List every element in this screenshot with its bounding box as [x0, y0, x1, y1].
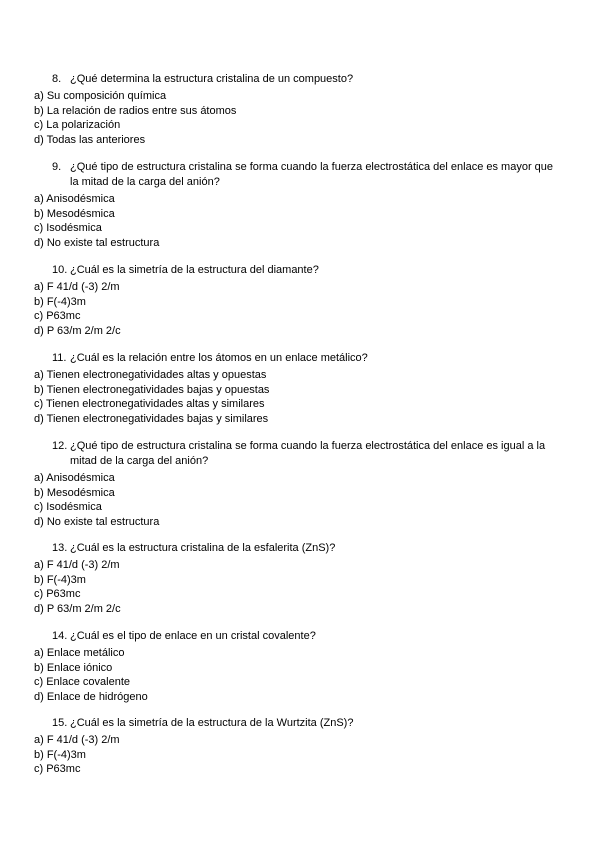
question-number: 15.	[52, 717, 68, 729]
option-d: d) No existe tal estructura	[34, 516, 160, 529]
question-number: 9.	[52, 161, 62, 173]
option-d: d) Todas las anteriores	[34, 134, 146, 147]
question-14	[34, 629, 554, 705]
question-13	[34, 541, 554, 617]
question-stem	[34, 629, 554, 644]
question-stem	[34, 263, 554, 278]
option-d: d) No existe tal estructura	[34, 237, 160, 250]
option-c: c) Enlace covalente	[34, 676, 130, 689]
option-d: d) Enlace de hidrógeno	[34, 691, 148, 704]
question-12	[34, 439, 554, 530]
option-list	[34, 471, 554, 530]
option-c: c) P63mc	[34, 588, 81, 601]
option-list	[34, 89, 554, 148]
option-list	[34, 733, 554, 777]
option-b: b) Mesodésmica	[34, 207, 115, 220]
option-a: a) Anisodésmica	[34, 193, 115, 205]
option-b: b) F(-4)3m	[34, 295, 86, 308]
option-a: a) F 41/d (-3) 2/m	[34, 559, 120, 571]
question-9	[34, 160, 554, 251]
question-number: 14.	[52, 630, 68, 642]
question-number: 12.	[52, 440, 68, 452]
question-text: ¿Cuál es la simetría de la estructura del diamante?	[70, 264, 319, 276]
option-c: c) La polarización	[34, 119, 121, 132]
option-a: a) Tienen electronegatividades altas y opuestas	[34, 369, 267, 381]
question-text: ¿Qué determina la estructura cristalina de un compuesto?	[70, 73, 354, 85]
option-b: b) Tienen electronegatividades bajas y opuestas	[34, 383, 270, 396]
option-b: b) F(-4)3m	[34, 573, 86, 586]
question-10	[34, 263, 554, 339]
option-c: c) P63mc	[34, 310, 81, 323]
question-8	[34, 72, 554, 148]
option-list	[34, 368, 554, 427]
option-c: c) Isodésmica	[34, 222, 102, 235]
question-stem	[34, 72, 554, 87]
option-a: a) Enlace metálico	[34, 647, 125, 659]
question-number: 8.	[52, 73, 62, 85]
option-c: c) P63mc	[34, 763, 81, 776]
question-stem	[34, 541, 554, 556]
option-b: b) F(-4)3m	[34, 748, 86, 761]
option-d: d) Tienen electronegatividades bajas y similares	[34, 413, 269, 426]
question-11	[34, 351, 554, 427]
question-text: ¿Cuál es el tipo de enlace en un cristal covalente?	[70, 630, 316, 642]
question-stem	[34, 351, 554, 366]
question-15	[34, 716, 554, 777]
option-b: b) Mesodésmica	[34, 486, 115, 499]
question-number: 10.	[52, 264, 68, 276]
question-number: 11.	[52, 352, 67, 364]
option-b: b) Enlace iónico	[34, 661, 113, 674]
option-list	[34, 192, 554, 251]
question-stem	[34, 160, 554, 190]
option-list	[34, 280, 554, 339]
option-d: d) P 63/m 2/m 2/c	[34, 325, 121, 338]
question-text: ¿Cuál es la estructura cristalina de la esfalerita (ZnS)?	[70, 542, 336, 554]
question-text: ¿Cuál es la relación entre los átomos en un enlace metálico?	[70, 352, 368, 364]
question-text: ¿Qué tipo de estructura cristalina se forma cuando la fuerza electrostática del enlace es igual a la mitad de la carga del anión?	[70, 440, 546, 467]
option-c: c) Isodésmica	[34, 501, 102, 514]
option-a: a) F 41/d (-3) 2/m	[34, 734, 120, 746]
option-list	[34, 646, 554, 705]
option-a: a) Su composición química	[34, 90, 167, 102]
option-c: c) Tienen electronegatividades altas y similares	[34, 398, 265, 411]
question-stem	[34, 439, 554, 469]
option-b: b) La relación de radios entre sus átomos	[34, 104, 237, 117]
question-stem	[34, 716, 554, 731]
option-a: a) F 41/d (-3) 2/m	[34, 281, 120, 293]
option-d: d) P 63/m 2/m 2/c	[34, 603, 121, 616]
question-number: 13.	[52, 542, 68, 554]
option-a: a) Anisodésmica	[34, 472, 115, 484]
question-text: ¿Cuál es la simetría de la estructura de la Wurtzita (ZnS)?	[70, 717, 354, 729]
question-text: ¿Qué tipo de estructura cristalina se forma cuando la fuerza electrostática del enlace es mayor que la mitad de la carga del anión?	[70, 161, 554, 188]
option-list	[34, 558, 554, 617]
